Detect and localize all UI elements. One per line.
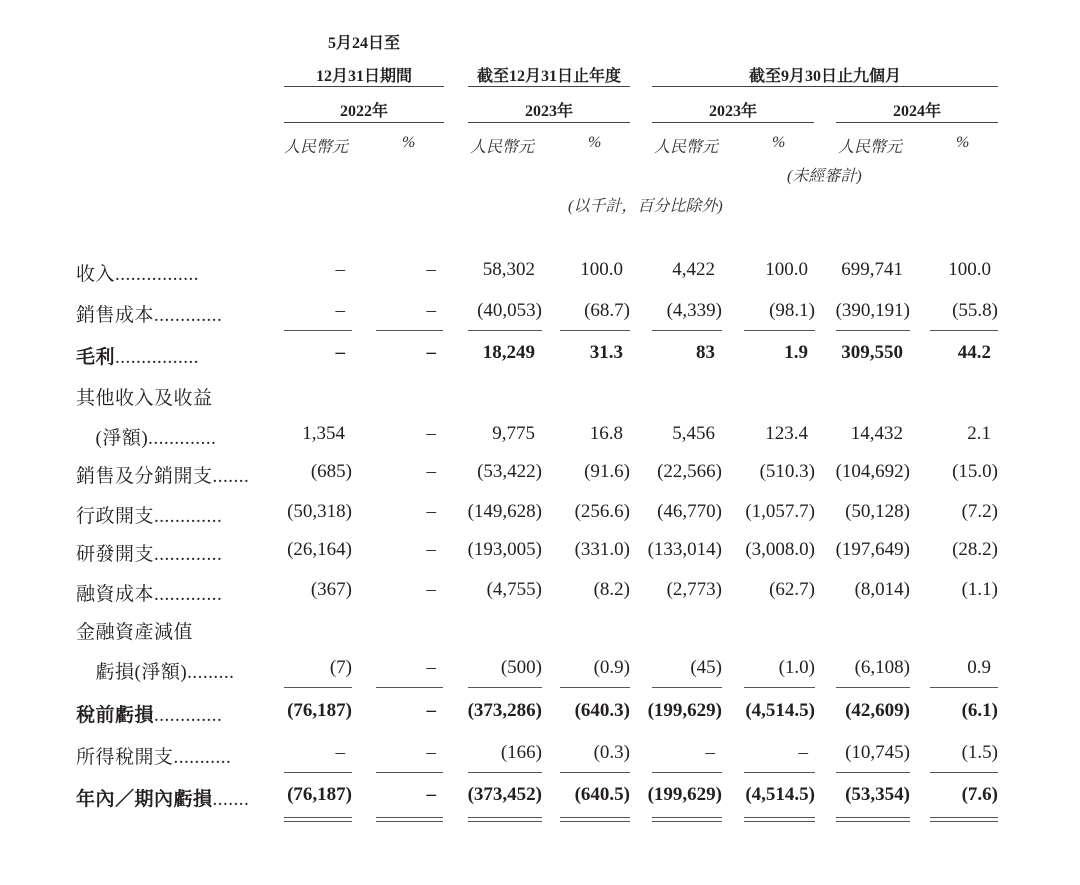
value-cell: (68.7) <box>584 300 630 321</box>
value-cell: 100.0 <box>580 259 623 280</box>
row-label <box>76 383 213 410</box>
value-cell: – <box>426 579 436 600</box>
row-label <box>76 342 199 369</box>
value-cell: (7.2) <box>961 501 998 522</box>
value-cell: (1.1) <box>961 579 998 600</box>
double-underline <box>284 817 352 822</box>
table-row <box>0 342 1080 372</box>
leader-dots: ......... <box>187 662 235 683</box>
underline <box>468 772 542 773</box>
row-label <box>76 539 222 566</box>
value-cell: – <box>426 657 436 678</box>
row-label <box>76 700 222 727</box>
value-cell: (62.7) <box>769 579 815 600</box>
value-cell: (166) <box>500 742 542 763</box>
value-cell: (28.2) <box>952 539 998 560</box>
row-label-text: 毛利 <box>76 347 116 368</box>
value-cell: (6.1) <box>961 700 998 721</box>
value-cell: (8,014) <box>854 579 910 600</box>
leader-dots: ............. <box>154 705 223 726</box>
period-2022-line2: 12月31日期間 <box>315 68 412 85</box>
underline <box>284 772 352 773</box>
leader-dots: ........... <box>173 747 232 768</box>
value-cell: (685) <box>310 461 352 482</box>
value-cell: (76,187) <box>287 784 352 805</box>
value-cell: 1.9 <box>784 342 808 363</box>
double-underline <box>744 817 815 822</box>
year-end-group-header: 截至12月31日止年度 <box>476 68 621 85</box>
underline <box>836 772 910 773</box>
value-cell: (6,108) <box>854 657 910 678</box>
value-cell: 58,302 <box>482 259 535 280</box>
underline <box>744 687 815 688</box>
underline <box>560 330 630 331</box>
value-cell: 5,456 <box>672 423 715 444</box>
value-cell: (500) <box>500 657 542 678</box>
value-cell: 699,741 <box>841 259 903 280</box>
value-cell: (55.8) <box>952 300 998 321</box>
value-cell: (640.5) <box>574 784 630 805</box>
value-cell: (133,014) <box>647 539 722 560</box>
value-cell: – <box>426 300 436 321</box>
underline <box>284 687 352 688</box>
header-rule <box>284 86 444 87</box>
percent-label: % <box>402 134 416 151</box>
table-row <box>0 700 1080 730</box>
value-cell: (640.3) <box>574 700 630 721</box>
table-row <box>0 657 1080 687</box>
table-row <box>0 579 1080 609</box>
underline <box>376 687 443 688</box>
value-cell: – <box>426 539 436 560</box>
percent-label: % <box>772 134 786 151</box>
header-rule <box>652 86 998 87</box>
value-cell: 0.9 <box>967 657 991 678</box>
underline <box>468 687 542 688</box>
year-2023-nine-months: 2023年 <box>708 103 757 120</box>
header-rule <box>468 122 630 123</box>
underline <box>468 330 542 331</box>
value-cell: – <box>426 259 436 280</box>
table-row <box>0 742 1080 772</box>
row-label-text: (淨額) <box>76 428 149 449</box>
double-underline <box>468 817 542 822</box>
value-cell: (53,354) <box>845 784 910 805</box>
value-cell: – <box>426 501 436 522</box>
table-row <box>0 423 1080 453</box>
value-cell: (15.0) <box>952 461 998 482</box>
unit-note: (以千計，百分比除外) <box>568 198 723 215</box>
row-label <box>76 501 222 528</box>
value-cell: (4,339) <box>666 300 722 321</box>
value-cell: (0.9) <box>593 657 630 678</box>
table-row <box>0 383 1080 413</box>
percent-label: % <box>956 134 970 151</box>
row-label <box>76 784 249 811</box>
value-cell: (1.0) <box>778 657 815 678</box>
row-label-text: 融資成本 <box>76 584 155 605</box>
value-cell: – <box>335 300 345 321</box>
header-rule <box>468 86 630 87</box>
currency-label: 人民幣元 <box>838 139 903 156</box>
header-rule <box>836 122 998 123</box>
value-cell: (26,164) <box>287 539 352 560</box>
row-label <box>76 657 234 684</box>
value-cell: (510.3) <box>759 461 815 482</box>
currency-label: 人民幣元 <box>470 139 535 156</box>
double-underline <box>836 817 910 822</box>
row-label-text: 銷售及分銷開支 <box>76 466 213 487</box>
value-cell: (45) <box>690 657 722 678</box>
value-cell: (22,566) <box>657 461 722 482</box>
value-cell: – <box>426 342 436 363</box>
value-cell: (197,649) <box>835 539 910 560</box>
row-label <box>76 579 222 606</box>
value-cell: – <box>335 742 345 763</box>
value-cell: (193,005) <box>467 539 542 560</box>
value-cell: – <box>426 423 436 444</box>
value-cell: (98.1) <box>769 300 815 321</box>
row-label-text: 銷售成本 <box>76 305 155 326</box>
currency-label: 人民幣元 <box>654 139 719 156</box>
leader-dots: ....... <box>212 789 250 810</box>
value-cell: (373,452) <box>467 784 542 805</box>
year-2023: 2023年 <box>524 103 573 120</box>
underline <box>652 330 722 331</box>
value-cell: – <box>426 700 436 721</box>
table-row <box>0 784 1080 814</box>
value-cell: – <box>426 742 436 763</box>
value-cell: (42,609) <box>845 700 910 721</box>
underline <box>930 687 998 688</box>
header-rule <box>284 122 444 123</box>
row-label-text: 所得稅開支 <box>76 747 174 768</box>
value-cell: (50,128) <box>845 501 910 522</box>
row-label-text: 虧損(淨額) <box>76 662 188 683</box>
leader-dots: ............. <box>154 544 223 565</box>
value-cell: (50,318) <box>287 501 352 522</box>
row-label-text: 其他收入及收益 <box>76 388 213 409</box>
row-label <box>76 617 193 644</box>
value-cell: 309,550 <box>841 342 903 363</box>
underline <box>652 687 722 688</box>
value-cell: (199,629) <box>647 784 722 805</box>
underline <box>836 687 910 688</box>
value-cell: (40,053) <box>477 300 542 321</box>
underline <box>652 772 722 773</box>
value-cell: (8.2) <box>593 579 630 600</box>
underline <box>930 330 998 331</box>
period-2022-line1: 5月24日至 <box>327 35 400 52</box>
value-cell: 123.4 <box>765 423 808 444</box>
row-label-text: 稅前虧損 <box>76 705 155 726</box>
row-label-text: 行政開支 <box>76 506 155 527</box>
underline <box>930 772 998 773</box>
year-2022: 2022年 <box>339 103 388 120</box>
row-label <box>76 461 249 488</box>
row-label <box>76 423 216 450</box>
underline <box>376 330 443 331</box>
underline <box>376 772 443 773</box>
leader-dots: ............. <box>154 506 223 527</box>
value-cell: 2.1 <box>967 423 991 444</box>
value-cell: (256.6) <box>574 501 630 522</box>
value-cell: 18,249 <box>482 342 535 363</box>
value-cell: (373,286) <box>467 700 542 721</box>
value-cell: (53,422) <box>477 461 542 482</box>
value-cell: (1.5) <box>961 742 998 763</box>
row-label <box>76 300 222 327</box>
table-row <box>0 501 1080 531</box>
row-label <box>76 259 199 286</box>
year-2024-nine-months: 2024年 <box>892 103 941 120</box>
value-cell: 31.3 <box>589 342 623 363</box>
value-cell: – <box>426 461 436 482</box>
value-cell: (2,773) <box>666 579 722 600</box>
value-cell: 83 <box>696 342 715 363</box>
value-cell: 100.0 <box>765 259 808 280</box>
nine-months-group-header: 截至9月30日止九個月 <box>748 68 901 85</box>
value-cell: 4,422 <box>672 259 715 280</box>
underline <box>284 330 352 331</box>
leader-dots: ............. <box>154 584 223 605</box>
underline <box>560 687 630 688</box>
value-cell: – <box>335 259 345 280</box>
unaudited-note: (未經審計) <box>787 168 862 185</box>
double-underline <box>652 817 722 822</box>
value-cell: 16.8 <box>589 423 623 444</box>
value-cell: (3,008.0) <box>745 539 815 560</box>
row-label-text: 金融資產減值 <box>76 622 194 643</box>
row-label-text: 收入 <box>76 264 116 285</box>
double-underline <box>376 817 443 822</box>
table-row <box>0 539 1080 569</box>
value-cell: – <box>705 742 715 763</box>
value-cell: (199,629) <box>647 700 722 721</box>
leader-dots: ............. <box>154 305 223 326</box>
value-cell: – <box>798 742 808 763</box>
value-cell: 1,354 <box>302 423 345 444</box>
value-cell: (4,514.5) <box>745 784 815 805</box>
value-cell: (331.0) <box>574 539 630 560</box>
double-underline <box>930 817 998 822</box>
value-cell: – <box>426 784 436 805</box>
value-cell: (4,514.5) <box>745 700 815 721</box>
value-cell: 100.0 <box>948 259 991 280</box>
row-label-text: 研發開支 <box>76 544 155 565</box>
row-label-text: 年內／期內虧損 <box>76 789 213 810</box>
value-cell: (367) <box>310 579 352 600</box>
double-underline <box>560 817 630 822</box>
table-row <box>0 259 1080 289</box>
table-row <box>0 617 1080 647</box>
value-cell: (0.3) <box>593 742 630 763</box>
underline <box>744 330 815 331</box>
value-cell: (4,755) <box>486 579 542 600</box>
table-row <box>0 300 1080 330</box>
leader-dots: ............. <box>148 428 217 449</box>
value-cell: (91.6) <box>584 461 630 482</box>
underline <box>560 772 630 773</box>
value-cell: (149,628) <box>467 501 542 522</box>
value-cell: (104,692) <box>835 461 910 482</box>
header-rule <box>652 122 814 123</box>
table-row <box>0 461 1080 491</box>
underline <box>836 330 910 331</box>
value-cell: (390,191) <box>835 300 910 321</box>
value-cell: (7) <box>329 657 352 678</box>
value-cell: 9,775 <box>492 423 535 444</box>
currency-label: 人民幣元 <box>284 139 349 156</box>
underline <box>744 772 815 773</box>
leader-dots: ................ <box>115 347 200 368</box>
value-cell: – <box>335 342 345 363</box>
percent-label: % <box>588 134 602 151</box>
value-cell: 14,432 <box>850 423 903 444</box>
row-label <box>76 742 231 769</box>
value-cell: (7.6) <box>961 784 998 805</box>
value-cell: (10,745) <box>845 742 910 763</box>
value-cell: (1,057.7) <box>745 501 815 522</box>
value-cell: (46,770) <box>657 501 722 522</box>
value-cell: 44.2 <box>957 342 991 363</box>
leader-dots: ................ <box>115 264 200 285</box>
value-cell: (76,187) <box>287 700 352 721</box>
leader-dots: ....... <box>212 466 250 487</box>
